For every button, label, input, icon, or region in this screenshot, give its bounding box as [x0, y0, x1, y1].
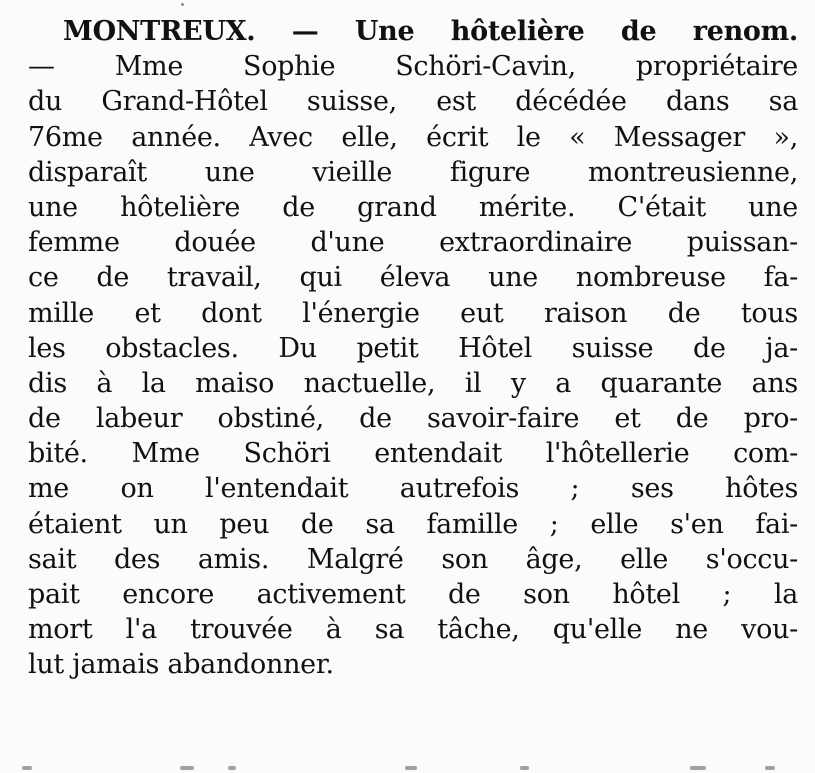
- article-line: une hôtelière de grand mérite. C'était une: [28, 191, 798, 223]
- ink-smudge: [405, 766, 417, 770]
- article-line: sait des amis. Malgré son âge, elle s'occu-: [28, 543, 798, 575]
- article-line: ce de travail, qui éleva une nombreuse fa-: [28, 262, 798, 294]
- ink-smudge: [22, 766, 32, 770]
- ink-smudge: [228, 766, 236, 770]
- article-line: du Grand-Hôtel suisse, est décédée dans sa: [28, 86, 798, 118]
- ink-smudge: [690, 766, 706, 770]
- article-line: femme douée d'une extraordinaire puissan-: [28, 227, 798, 259]
- article-body: [28, 14, 798, 683]
- ink-smudge: [180, 766, 194, 770]
- cut-off-next-line: [0, 760, 815, 773]
- article-line: — Mme Sophie Schöri-Cavin, propriétaire: [28, 51, 798, 83]
- article-line: disparaît une vieille figure montreusienne,: [28, 156, 798, 188]
- article-line: 76me année. Avec elle, écrit le « Messager »,: [28, 121, 798, 153]
- article-line: de labeur obstiné, de savoir-faire et de pro-: [28, 403, 798, 435]
- article-line: mort l'a trouvée à sa tâche, qu'elle ne vou-: [28, 614, 798, 646]
- article-headline: MONTREUX. — Une hôtelière de renom.: [63, 16, 798, 47]
- article-line: dis à la maiso nactuelle, il y a quarante ans: [28, 367, 798, 399]
- ink-smudge: [520, 766, 529, 770]
- article-line: bité. Mme Schöri entendait l'hôtellerie com-: [28, 438, 798, 470]
- article-line: pait encore activement de son hôtel ; la: [28, 579, 798, 610]
- article-line: étaient un peu de sa famille ; elle s'en fai-: [28, 508, 798, 540]
- article-line: les obstacles. Du petit Hôtel suisse de ja-: [28, 332, 798, 364]
- ink-smudge: [765, 766, 775, 770]
- article-line: mille et dont l'énergie eut raison de tous: [28, 297, 798, 329]
- article-line: me on l'entendait autrefois ; ses hôtes: [28, 473, 798, 505]
- ink-speck: [181, 3, 184, 6]
- article-last-line: lut jamais abandonner.: [28, 649, 334, 681]
